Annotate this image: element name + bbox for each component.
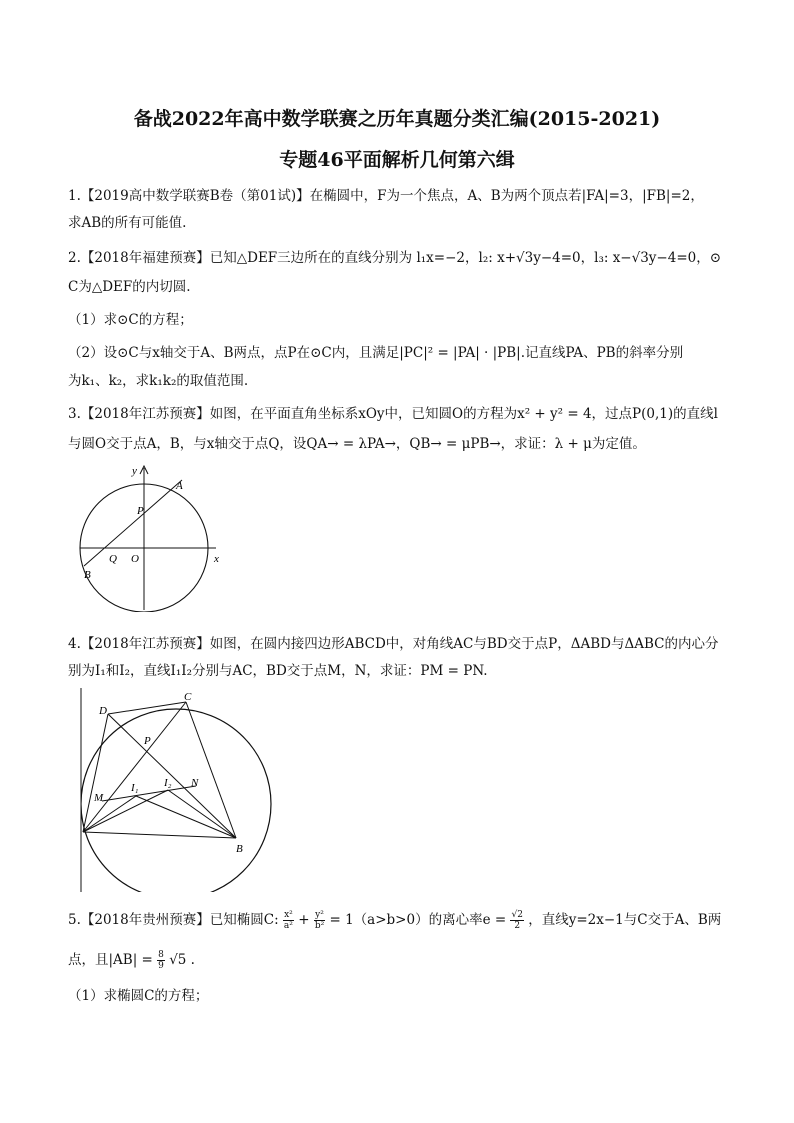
q4-label-m: M <box>94 792 104 804</box>
topic-title: 专题46平面解析几何第六缉 <box>279 149 515 171</box>
q2-part2-line1: （2）设⊙C与x轴交于A、B两点，点P在⊙C内，且满足|PC|² = |PA| · |PB|.记直线PA、PB的斜率分别 <box>68 345 684 361</box>
q5-line2-start: 点，且|AB| = <box>68 952 153 968</box>
q3-label-y: y <box>132 465 137 477</box>
q5-line1-mid: = 1（a>b>0）的离心率e = <box>329 912 507 928</box>
q5-part1: （1）求椭圆C的方程； <box>68 988 209 1004</box>
q3-label-o: O <box>131 553 139 565</box>
q5-line1-start: 5.【2018年贵州预赛】已知椭圆C: <box>68 912 279 928</box>
q4-label-i1: I₁ <box>131 782 139 794</box>
q5-frac-y-num: y² <box>315 910 324 920</box>
q4-line1: 4.【2018年江苏预赛】如图，在圆内接四边形ABCD中，对角线AC与BD交于点P，ΔABD与ΔABC的内心分 <box>68 636 719 652</box>
q3-figure <box>74 462 224 612</box>
q5-line2-end: √5 . <box>169 952 195 968</box>
q5-fraction-e <box>510 910 523 931</box>
q5-line1-end: ，直线y=2x−1与C交于A、B两 <box>528 912 722 928</box>
q2-part1: （1）求⊙C的方程； <box>68 312 193 328</box>
q3-label-q: Q <box>109 553 117 565</box>
q5-fraction-x <box>283 910 294 931</box>
q4-label-p: P <box>144 735 151 747</box>
q5-frac-y-den: b² <box>314 921 325 931</box>
q5-frac-ab-den: 9 <box>158 961 164 971</box>
q1-line2: 求AB的所有可能值. <box>68 215 187 231</box>
q3-label-a: A <box>176 480 183 492</box>
q3-label-b: B <box>84 569 91 581</box>
q2-line2: C为△DEF的内切圆. <box>68 279 191 295</box>
q2-part2-line2: 为k₁、k₂，求k₁k₂的取值范围. <box>68 373 249 389</box>
q5-fraction-y <box>314 910 325 931</box>
q3-label-x: x <box>214 553 219 565</box>
q4-label-n: N <box>191 777 199 789</box>
q3-line2: 与圆O交于点A，B，与x轴交于点Q，设QA→ = λPA→，QB→ = μPB→，求证：λ + μ为定值。 <box>68 436 646 452</box>
q5-plus: + <box>298 912 310 928</box>
q5-frac-x-den: a² <box>283 921 293 931</box>
q4-figure <box>78 688 278 892</box>
q5-line1 <box>68 910 728 931</box>
q4-label-c: C <box>184 691 192 703</box>
q1-line1: 1.【2019高中数学联赛B卷（第01试)】在椭圆中，F为一个焦点，A、B为两个顶点若|FA|=3，|FB|=2， <box>68 188 704 204</box>
q5-line2 <box>68 950 728 971</box>
q5-frac-e-den: 2 <box>514 921 521 931</box>
q5-frac-ab-num: 8 <box>158 950 164 960</box>
q3-label-p: P <box>137 505 144 517</box>
q4-label-i2: I₂ <box>164 777 172 789</box>
q4-line2: 别为I₁和I₂，直线I₁I₂分别与AC，BD交于点M，N，求证：PM = PN. <box>68 663 488 679</box>
q2-line1: 2.【2018年福建预赛】已知△DEF三边所在的直线分别为 l₁x=−2，l₂: x+√3y−4=0，l₃: x−√3y−4=0，⊙ <box>68 250 722 266</box>
q5-frac-x-num: x² <box>284 910 293 920</box>
q5-frac-e-num: √2 <box>511 910 523 920</box>
q3-line1: 3.【2018年江苏预赛】如图，在平面直角坐标系xOy中，已知圆O的方程为x² + y² = 4，过点P(0,1)的直线l <box>68 406 718 422</box>
q5-fraction-ab <box>157 950 165 971</box>
q4-label-b: B <box>236 843 243 855</box>
document-title: 备战2022年高中数学联赛之历年真题分类汇编(2015-2021) <box>133 108 661 130</box>
q4-label-d: D <box>99 705 107 717</box>
